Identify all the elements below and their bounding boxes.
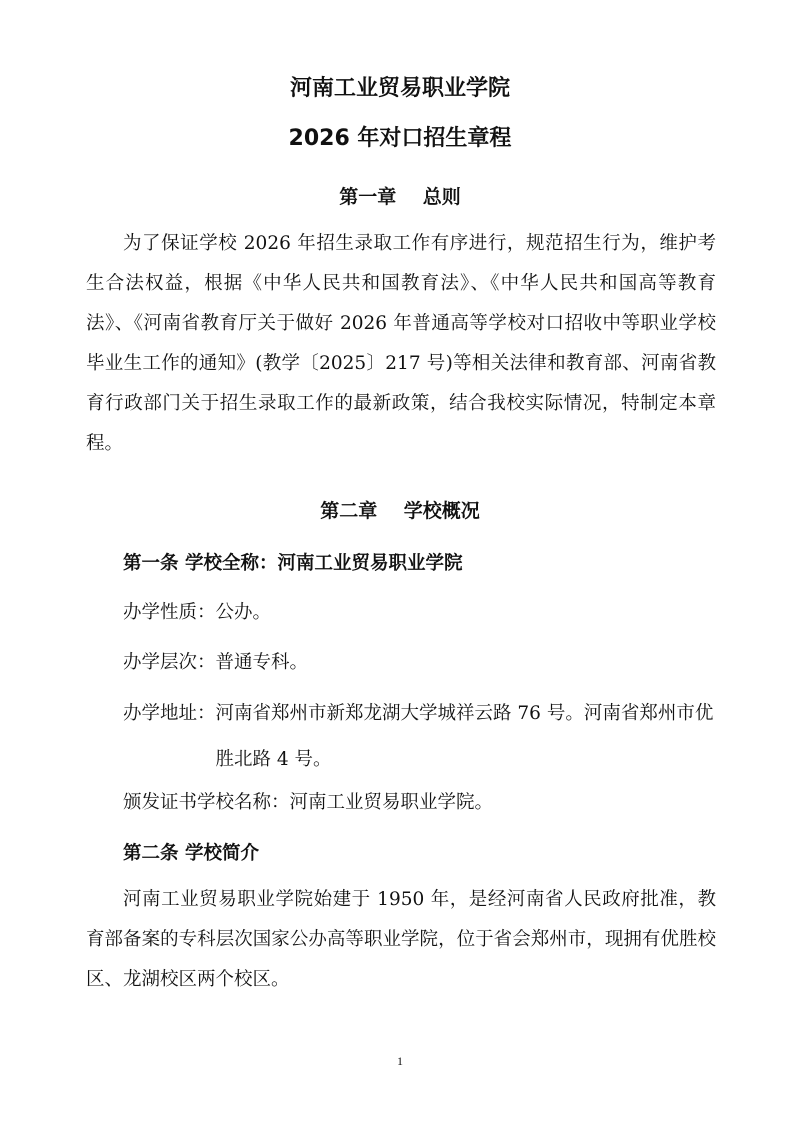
school-nature: 办学性质：公办。	[123, 602, 272, 623]
article-2-heading: 第二条 学校简介	[123, 843, 259, 864]
certificate-school-name: 颁发证书学校名称：河南工业贸易职业学院。	[123, 792, 494, 813]
page-number: 1	[397, 1054, 403, 1068]
chapter-1-paragraph: 为了保证学校 2026 年招生录取工作有序进行，规范招生行为，维护考生合法权益，根据《中华人民共和国教育法》、《中华人民共和国高等教育法》、《河南省教育厅关于做好 2026 年普通高等学校对口招收中等职业学校毕业生工作的通知》(教学〔2025〕217 号)等相关法律和教育部、河南省教育行政部门关于招生录取工作的最新政策，结合我校实际情况，特制定本章程。	[86, 233, 716, 454]
school-address-value: 河南省郑州市新郑龙湖大学城祥云路 76 号。河南省郑州市优胜北路 4 号。	[215, 703, 714, 770]
document-title-regulation: 2026 年对口招生章程	[288, 126, 512, 151]
document-title-school: 河南工业贸易职业学院	[289, 76, 510, 101]
school-level: 办学层次：普通专科。	[123, 652, 309, 673]
article-2-paragraph: 河南工业贸易职业学院始建于 1950 年，是经河南省人民政府批准，教育部备案的专科层次国家公办高等职业学院，位于省会郑州市，现拥有优胜校区、龙湖校区两个校区。	[86, 889, 716, 990]
chapter-2-heading: 第二章 学校概况	[320, 500, 480, 522]
chapter-1-heading: 第一章 总则	[339, 186, 461, 208]
school-address	[123, 691, 723, 783]
article-1-heading: 第一条 学校全称：河南工业贸易职业学院	[123, 553, 463, 574]
school-address-label: 办学地址：	[123, 703, 216, 724]
